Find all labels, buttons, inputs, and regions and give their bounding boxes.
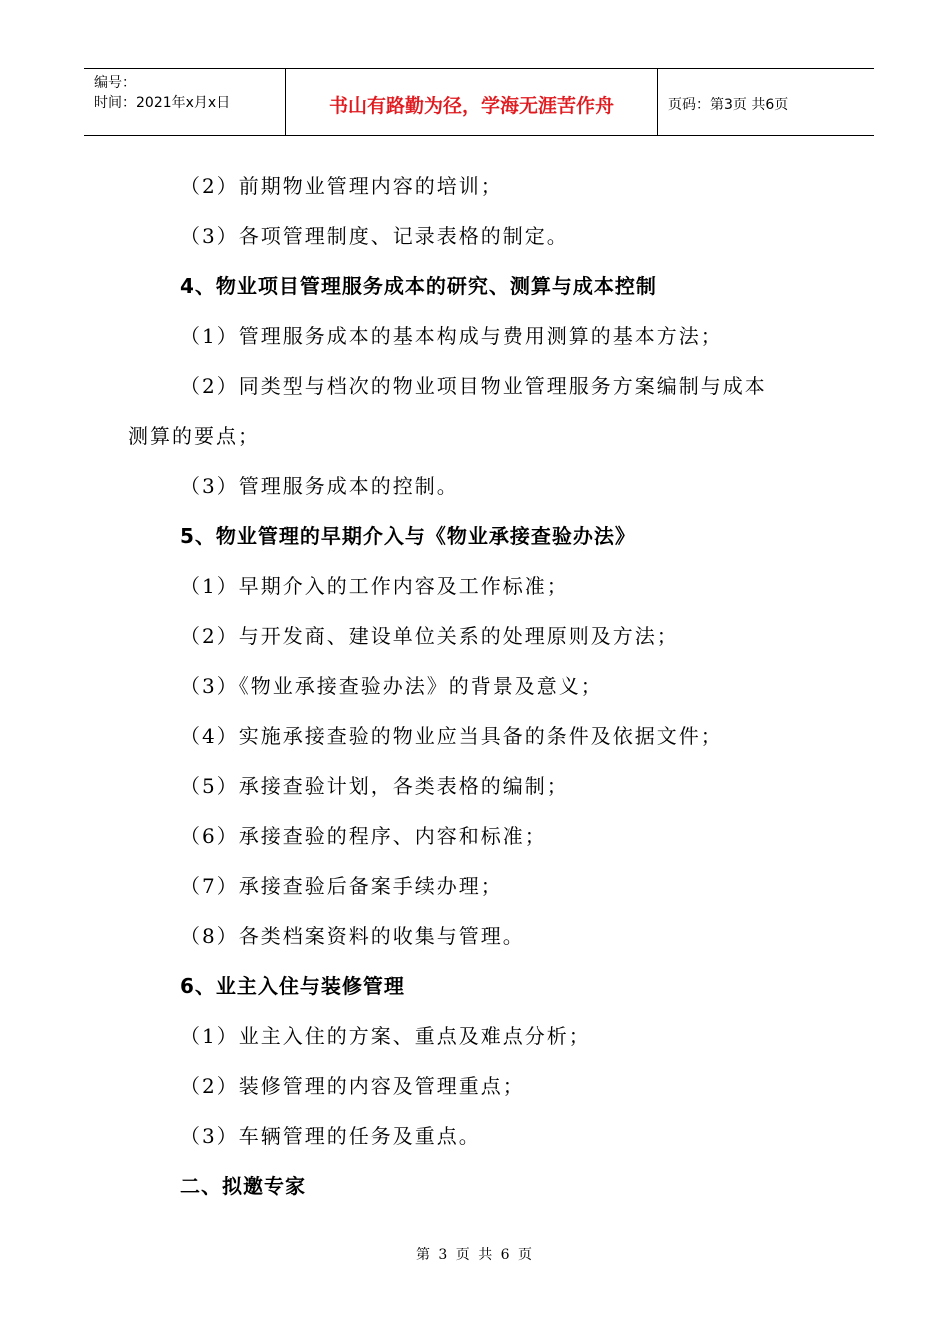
list-item: （2）前期物业管理内容的培训；: [180, 174, 503, 198]
list-item: （3）各项管理制度、记录表格的制定。: [180, 224, 569, 248]
list-item: （8）各类档案资料的收集与管理。: [180, 924, 525, 948]
header-left: [84, 69, 286, 135]
number-label: 编号：: [94, 75, 136, 91]
list-item: （1）业主入住的方案、重点及难点分析；: [180, 1024, 591, 1048]
list-item: （2）与开发商、建设单位关系的处理原则及方法；: [180, 624, 679, 648]
list-item: （3）《物业承接查验办法》的背景及意义；: [180, 674, 603, 698]
header-motto: 书山有路勤为径，学海无涯苦作舟: [286, 69, 658, 135]
header-page-label: 页码：第3页 共6页: [668, 97, 789, 113]
list-item: （2）装修管理的内容及管理重点；: [180, 1074, 525, 1098]
list-item: （6）承接查验的程序、内容和标准；: [180, 824, 547, 848]
time-label: 时间：2021年x月x日: [94, 95, 231, 111]
section-heading: 4、物业项目管理服务成本的研究、测算与成本控制: [180, 274, 657, 298]
section-heading: 5、物业管理的早期介入与《物业承接查验办法》: [180, 524, 636, 548]
section-heading: 6、业主入住与装修管理: [180, 974, 405, 998]
list-item: （5）承接查验计划，各类表格的编制；: [180, 774, 569, 798]
list-item: （1）早期介入的工作内容及工作标准；: [180, 574, 569, 598]
section-heading: 二、拟邀专家: [180, 1174, 306, 1198]
list-item: （1）管理服务成本的基本构成与费用测算的基本方法；: [180, 324, 723, 348]
list-item: （2）同类型与档次的物业项目物业管理服务方案编制与成本: [180, 374, 767, 398]
page-footer: 第 3 页 共 6 页: [415, 1247, 535, 1263]
page-header: [84, 68, 874, 136]
list-item: （3）车辆管理的任务及重点。: [180, 1124, 481, 1148]
list-item: （4）实施承接查验的物业应当具备的条件及依据文件；: [180, 724, 723, 748]
list-item: （7）承接查验后备案手续办理；: [180, 874, 503, 898]
list-item: （3）管理服务成本的控制。: [180, 474, 459, 498]
list-item-continuation: 测算的要点；: [128, 424, 260, 448]
